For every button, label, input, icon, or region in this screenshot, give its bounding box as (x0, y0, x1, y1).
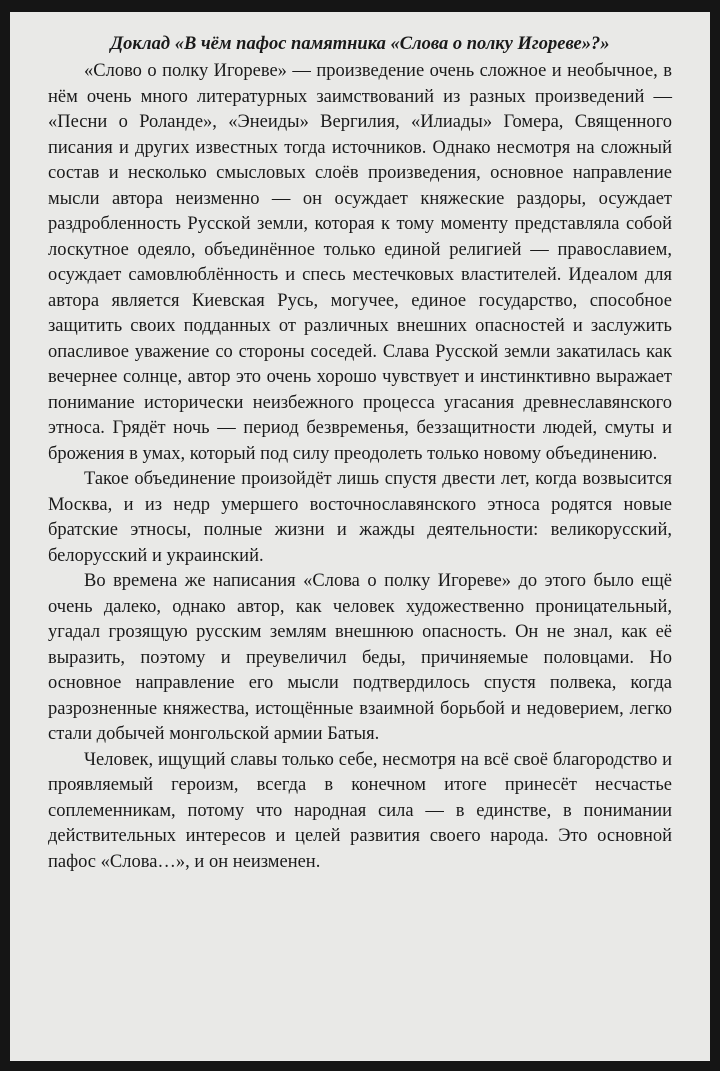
paragraph-2: Такое объединение произойдёт лишь спустя двести лет, когда возвысится Москва, и из недр умершего восточнославянского этноса родятся новые братские этносы, полные жизни и жажды деятельности: великорусский, белорусский и украинский. (48, 469, 672, 566)
paragraph-1: «Слово о полку Игореве» — произведение очень сложное и необычное, в нём очень много литературных заимствований из разных произведений — «Песни о Роланде», «Энеиды» Вергилия, «Илиады» Гомера, Священного писания и других известных тогда источников. Однако несмотря на сложный состав и несколько смысловых слоёв произведения, основное направление мысли автора неизменно — он осуждает княжеские раздоры, осуждает раздробленность Русской земли, которая к тому моменту представляла собой лоскутное одеяло, объединённое только единой религией — православием, осуждает самовлюблённость и спесь местечковых властителей. Идеалом для автора является Киевская Русь, могучее, единое государство, способное защитить своих подданных от различных внешних опасностей и заслужить опасливое уважение со стороны соседей. Слава Русской земли закатилась как вечернее солнце, автор это очень хорошо чувствует и инстинктивно выражает понимание исторически неизбежного процесса угасания древнеславянского этноса. Грядёт ночь — период безвременья, беззащитности людей, смуты и брожения в умах, который под силу преодолеть только новому объединению. (48, 61, 672, 464)
paragraph-4: Человек, ищущий славы только себе, несмотря на всё своё благородство и проявляемый героизм, всегда в конечном итоге принесёт несчастье соплеменникам, потому что народная сила — в единстве, в понимании действительных интересов и целей развития своего народа. Это основной пафос «Слова…», и он неизменен. (48, 749, 672, 872)
document-page (10, 12, 710, 1061)
document-title: Доклад «В чём пафос памятника «Слова о полку Игореве»?» (110, 34, 610, 54)
paragraph-3: Во времена же написания «Слова о полку Игореве» до этого было ещё очень далеко, однако автор, как человек художественно проницательный, угадал грозящую русским землям внешнюю опасность. Он не знал, как её выразить, поэтому и преувеличил беды, причиняемые половцами. Но основное направление его мысли подтвердилось спустя полвека, когда разрозненные княжества, истощённые взаимной борьбой и недоверием, легко стали добычей монгольской армии Батыя. (48, 571, 672, 744)
